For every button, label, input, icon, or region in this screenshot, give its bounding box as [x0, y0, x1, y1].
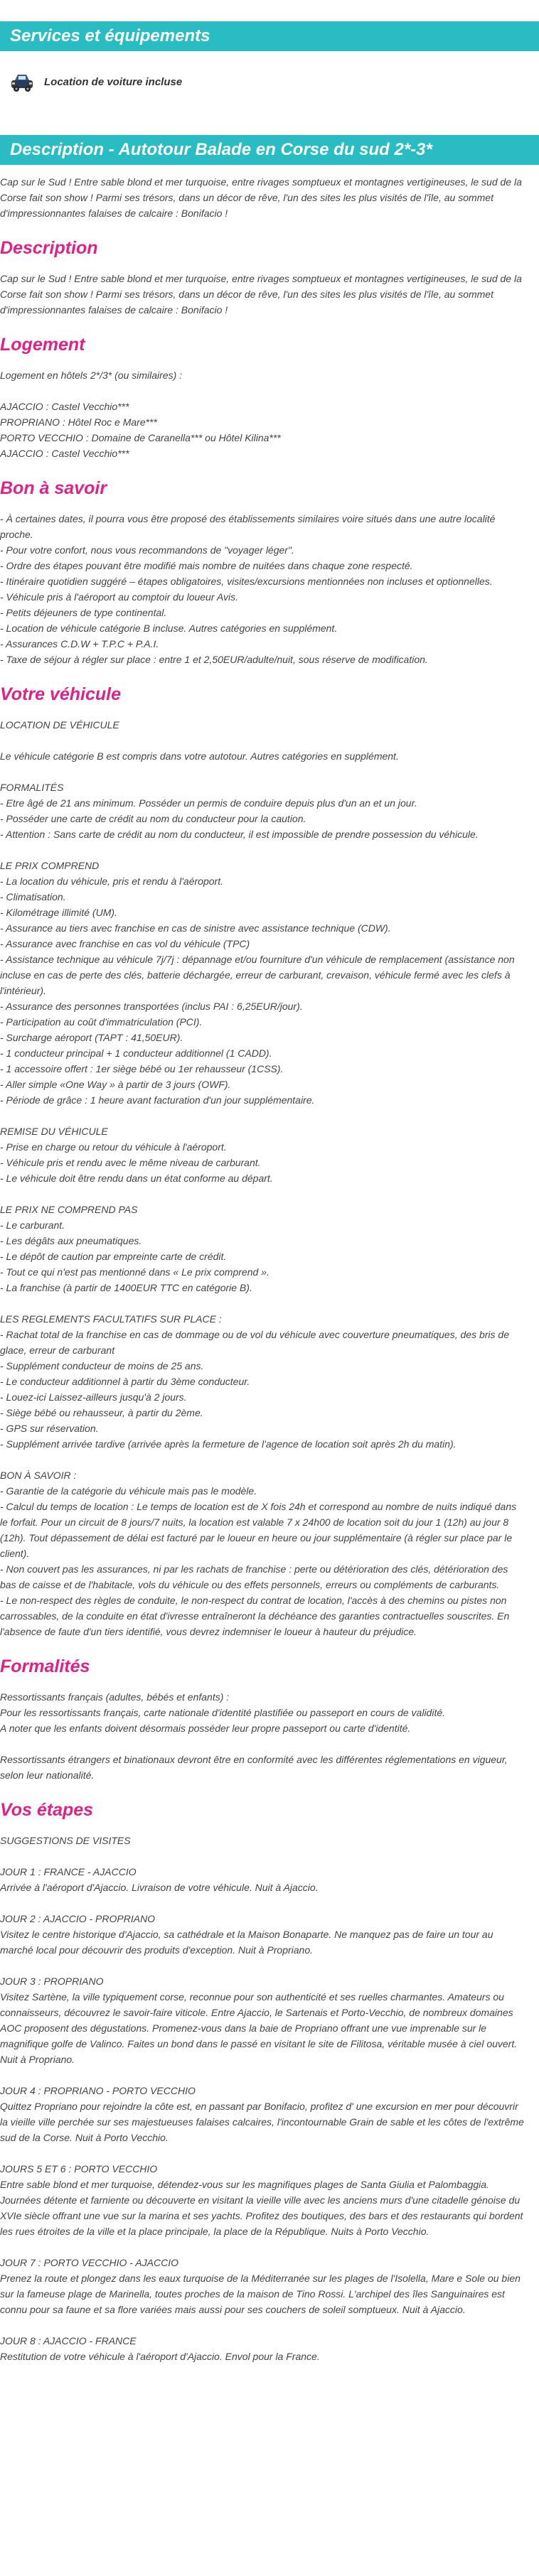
section-heading-logement: Logement — [0, 335, 85, 355]
section-heading-vehicule: Votre véhicule — [0, 684, 121, 704]
vehicule-intro: Le véhicule catégorie B est compris dans votre autotour. Autres catégories en supplément. — [0, 750, 399, 762]
service-item-car-rental — [10, 69, 182, 95]
formalites-etrangers: Ressortissants étrangers et binationaux devront être en conformité avec les différentes réglementations en vigueur, selon leur nationalité. — [0, 1754, 508, 1781]
vehicule-reglements: LES REGLEMENTS FACULTATIFS SUR PLACE : - Rachat total de la franchise en cas de dommage ou de vol du véhicule avec couverture pneumatiques, des bris de glace, erreur de carburant - Supplément conducteur de moins de 25 ans. - Le conducteur additionnel à partir du 3ème conducteur. - Louez-ici Laissez-ailleurs jusqu'à 2 jours. - Siège bébé ou rehausseur, à partir du 2ème. - GPS sur réservation. - Supplément arrivée tardive (arrivée après la fermeture de l'agence de location soit après 2h du matin). — [0, 1313, 509, 1450]
vehicule-prix-ne-comprend: LE PRIX NE COMPREND PAS - Le carburant. - Les dégâts aux pneumatiques. - Le dépôt de caution par empreinte carte de crédit. - Tout ce qui n'est pas mentionné dans « Le prix comprend ». - La franchise (à partir de 1400EUR TTC en catégorie B). — [0, 1204, 270, 1293]
vehicule-remise: REMISE DU VÉHICULE - Prise en charge ou retour du véhicule à l'aéroport. - Véhicule pris et rendu avec le même niveau de carburant. - Le véhicule doit être rendu dans un état conforme au départ. — [0, 1126, 273, 1184]
description-header: Description - Autotour Balade en Corse du sud 2*-3* — [0, 135, 539, 165]
etapes-subtitle: SUGGESTIONS DE VISITES — [0, 1835, 131, 1846]
etape-day: JOURS 5 ET 6 : PORTO VECCHIO Entre sable blond et mer turquoise, détendez-vous sur les magnifiques plages de Santa Giulia et Palombaggia. Journées détente et farniente ou découverte en visitant la vieille ville avec les anciens murs d'une citadelle génoise du XVIe siècle offrant une vue sur la marina et ses yachts. Profitez des boutiques, des bars et des restaurants qui bordent les rues étroites de la ville et la place principale, la place de la République. Nuits à Porto Vecchio. — [0, 2163, 523, 2237]
section-heading-formalites: Formalités — [0, 1656, 90, 1676]
etape-day: JOUR 7 : PORTO VECCHIO - AJACCIO Prenez la route et plongez dans les eaux turquoise de la Méditerranée sur les plages de l'Isolella, Mare e Sole ou bien sur la fameuse plage de Marinella, toutes proches de la maison de Tino Rossi. L'archipel des îles Sanguinaires est connu pour sa faune et sa flore variées mais aussi pour ses couchers de soleil somptueux. Nuit à Ajaccio. — [0, 2257, 521, 2315]
etape-day: JOUR 2 : AJACCIO - PROPRIANO Visitez le centre historique d'Ajaccio, sa cathédrale et la Maison Bonaparte. Ne manquez pas de faire un tour au marché local pour découvrir des produits d'exception. Nuit à Propriano. — [0, 1913, 493, 1956]
etape-day: JOUR 1 : FRANCE - AJACCIO Arrivée à l'aéroport d'Ajaccio. Livraison de votre véhicule. Nuit à Ajaccio. — [0, 1866, 319, 1893]
intro-text: Cap sur le Sud ! Entre sable blond et mer turquoise, entre rivages somptueux et montagnes vertigineuses, le sud de la Corse fait son show ! Parmi ses trésors, dans un décor de rêve, l'un des sites les plus visités de l'île, au sommet d'impressionnantes falaises de calcaire : Bonifacio ! — [0, 176, 522, 219]
car-icon — [10, 71, 34, 92]
section-heading-description: Description — [0, 238, 98, 258]
bon-a-savoir-list: - À certaines dates, il pourra vous être proposé des établissements similaires voire situés dans une autre localité proche. - Pour votre confort, nous vous recommandons de "voyager léger". - Ordre des étapes pouvant être modifié mais nombre de nuitées dans chaque zone respecté. - Itinéraire quotidien suggéré – étapes obligatoires, visites/excursions mentionnées non incluses et optionnelles. - Véhicule pris à l'aéroport au comptoir du loueur Avis. - Petits déjeuners de type continental. - Location de véhicule catégorie B incluse. Autres catégories en supplément. - Assurances C.D.W + T.P.C + P.A.I. - Taxe de séjour à régler sur place : entre 1 et 2,50EUR/adulte/nuit, sous réserve de modification. — [0, 513, 496, 665]
logement-hotels: AJACCIO : Castel Vecchio*** PROPRIANO : Hôtel Roc e Mare*** PORTO VECCHIO : Domaine de Caranella*** ou Hôtel Kilina*** AJACCIO : Castel Vecchio*** — [0, 401, 281, 459]
service-item-label: Location de voiture incluse — [44, 75, 183, 88]
formalites-francais: Ressortissants français (adultes, bébés et enfants) : Pour les ressortissants français, carte nationale d'identité plastifiée ou passeport en cours de validité. A noter que les enfants doivent désormais posséder leur propre passeport ou carte d'identité. — [0, 1691, 446, 1734]
vehicule-prix-comprend: LE PRIX COMPREND - La location du véhicule, pris et rendu à l'aéroport. - Climatisation. - Kilométrage illimité (UM). - Assurance au tiers avec franchise en cas de sinistre avec assistance technique (CDW). - Assurance avec franchise en cas vol du véhicule (TPC) - Assistance technique au véhicule 7j/7j : dépannage et/ou fourniture d'un véhicule de remplacement (assistance non incluse en cas de perte des clés, batterie déchargée, erreur de carburant, crevaison, véhicule fermé avec les clefs à l'intérieur). - Assurance des personnes transportées (inclus PAI : 6,25EUR/jour). - Participation au coût d'immatriculation (PCI). - Surcharge aéroport (TAPT : 41,50EUR). - 1 conducteur principal + 1 conducteur additionnel (1 CADD). - 1 accessoire offert : 1er siège bébé ou 1er rehausseur (1CSS). - Aller simple «One Way » à partir de 3 jours (OWF). - Période de grâce : 1 heure avant facturation d'un jour supplémentaire. — [0, 860, 515, 1106]
vehicule-formalites: FORMALITÉS - Etre âgé de 21 ans minimum. Posséder un permis de conduire depuis plus d'un an et un jour. - Posséder une carte de crédit au nom du conducteur pour la caution. - Attention : Sans carte de crédit au nom du conducteur, il est impossible de prendre possession du véhicule. — [0, 782, 479, 840]
services-header: Services et équipements — [0, 21, 539, 51]
main-content — [0, 174, 526, 2364]
description-text: Cap sur le Sud ! Entre sable blond et mer turquoise, entre rivages somptueux et montagnes vertigineuses, le sud de la Corse fait son show ! Parmi ses trésors, dans un décor de rêve, l'un des sites les plus visités de l'île, au sommet d'impressionnantes falaises de calcaire : Bonifacio ! — [0, 273, 522, 316]
vehicule-subtitle: LOCATION DE VÉHICULE — [0, 719, 119, 731]
section-heading-etapes: Vos étapes — [0, 1800, 94, 1820]
vehicule-bon-a-savoir: BON À SAVOIR : - Garantie de la catégorie du véhicule mais pas le modèle. - Calcul du temps de location : Le temps de location est de X fois 24h et correspond au nombre de nuits indiqué dans le forfait. Pour un circuit de 8 jours/7 nuits, la location est valable 7 x 24h00 de location soit du jour 1 (12h) au jour 8 (12h). Tout dépassement de délai est facturé par le loueur en heure ou jour supplémentaire (à régler sur place par le client). - Non couvert pas les assurances, ni par les rachats de franchise : perte ou détérioration des clés, détérioration des bas de caisse et de l'habitacle, vols du véhicule ou des effets personnels, erreurs ou compléments de carburants. - Le non-respect des règles de conduite, le non-respect du contrat de location, l'accès à des chemins ou pistes non carrossables, de la conduite en état d'ivresse entraîneront la déchéance des garanties contractuelles souscrites. En l'absence de faute d'un tiers identifié, vous devrez indemniser le loueur à hauteur du préjudice. — [0, 1470, 517, 1637]
etape-day: JOUR 3 : PROPRIANO Visitez Sartène, la ville typiquement corse, reconnue pour son authenticité et ses ruelles charmantes. Amateurs ou connaisseurs, découvrez le savoir-faire viticole. Entre Ajaccio, le Sartenais et Porto-Vecchio, de nombreux domaines AOC proposent des dégustations. Promenez-vous dans la baie de Propriano offrant une vue imprenable sur le magnifique golfe de Valinco. Faites un bond dans le passé en visitant le site de Filitosa, véritable musée à ciel ouvert. Nuit à Propriano. — [0, 1976, 518, 2065]
section-heading-bon-a-savoir: Bon à savoir — [0, 478, 107, 498]
logement-intro: Logement en hôtels 2*/3* (ou similaires) : — [0, 370, 183, 381]
etape-day: JOUR 8 : AJACCIO - FRANCE Restitution de votre véhicule à l'aéroport d'Ajaccio. Envol pour la France. — [0, 2335, 320, 2362]
etape-day: JOUR 4 : PROPRIANO - PORTO VECCHIO Quittez Propriano pour rejoindre la côte est, en passant par Bonifacio, profitez d' une excursion en mer pour découvrir la vieille ville perchée sur ses majestueuses falaises calcaires, l'incontournable Grain de sable et les côtes de l'extrême sud de la Corse. Nuit à Porto Vecchio. — [0, 2085, 524, 2143]
